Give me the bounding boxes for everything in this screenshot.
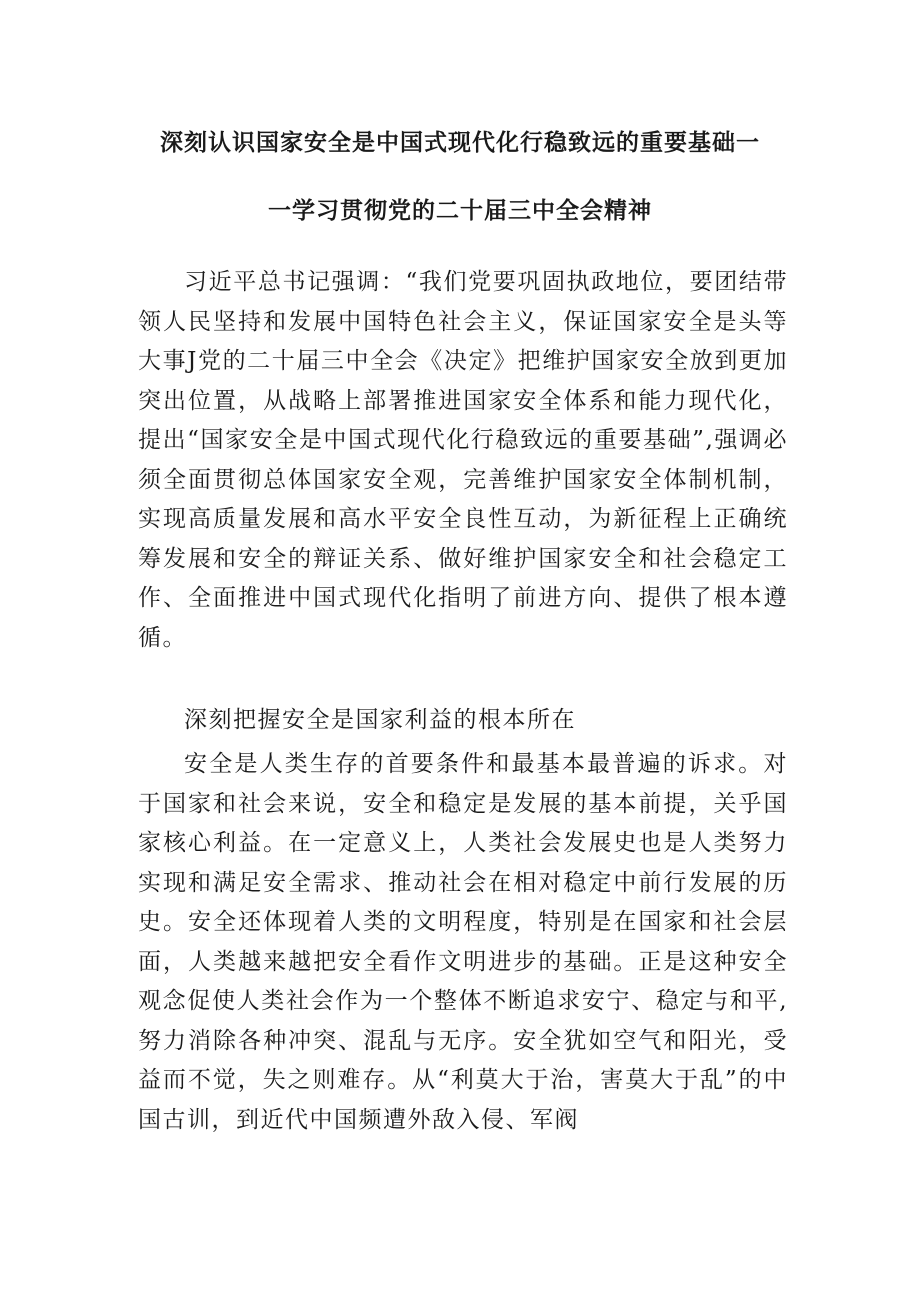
body-paragraph-2: [138, 745, 788, 1140]
body-paragraph-1: [138, 263, 788, 658]
paragraph-text: 安全是人类生存的首要条件和最基本最普遍的诉求。对于国家和社会来说，安全和稳定是发展的基本前提，关乎国家核心利益。在一定意义上，人类社会发展史也是人类努力实现和满足安全需求、推动社会在相对稳定中前行发展的历史。安全还体现着人类的文明程度，特别是在国家和社会层面，人类越来越把安全看作文明进步的基础。正是这种安全观念促使人类社会作为一个整体不断追求安宁、稳定与和平,努力消除各种冲突、混乱与无序。安全犹如空气和阳光，受益而不觉，失之则难存。从“利莫大于治，害莫大于乱”的中国古训，到近代中国频遭外敌入侵、军阀: [138, 751, 788, 1133]
section-heading: [138, 701, 788, 741]
section-heading-text: 深刻把握安全是国家利益的根本所在: [184, 707, 576, 733]
document-title-line-2: 一学习贯彻党的二十届三中全会精神: [268, 198, 652, 224]
paragraph-text: 习近平总书记强调：“我们党要巩固执政地位，要团结带领人民坚持和发展中国特色社会主义，保证国家安全是头等大事J党的二十届三中全会《决定》把维护国家安全放到更加突出位置，从战略上部署推进国家安全体系和能力现代化，提出“国家安全是中国式现代化行稳致远的重要基础”,强调必须全面贯彻总体国家安全观，完善维护国家安全体制机制，实现高质量发展和高水平安全良性互动，为新征程上正确统筹发展和安全的辩证关系、做好维护国家安全和社会稳定工作、全面推进中国式现代化指明了前进方向、提供了根本遵循。: [138, 269, 788, 651]
document-title-line-1: 深刻认识国家安全是中国式现代化行稳致远的重要基础一: [160, 130, 760, 156]
